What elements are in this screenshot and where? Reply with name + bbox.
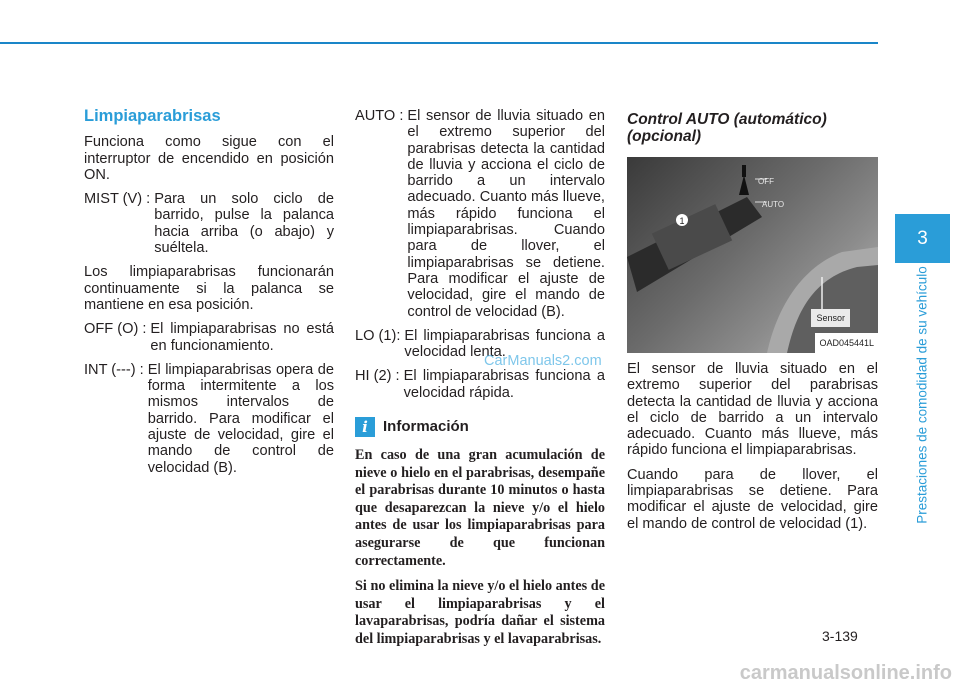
int-item — [84, 362, 334, 476]
dial-marker-number: 1 — [679, 216, 685, 226]
auto-key: AUTO : — [355, 108, 404, 124]
hi-key: HI (2) : — [355, 368, 400, 385]
off-text: El limpiaparabrisas no está en funcionamiento. — [150, 321, 334, 354]
intro-paragraph: Funciona como sigue con el interruptor de encendido en posición ON. — [84, 134, 334, 183]
auto-paragraph-1: El sensor de lluvia situado en el extremo superior del parabrisas detecta la cantidad de lluvia y acciona el ciclo de barrido a un intervalo adecuado. Cuanto más llueve, más rápido funciona el limpiaparabrisas. — [627, 361, 878, 459]
watermark: CarManuals2.com — [484, 353, 602, 369]
int-text: El limpiaparabrisas opera de forma intermitente a los mismos intervalos de barrido. Para modificar el ajuste de velocidad, gire el mando de control de velocidad (B). — [147, 361, 334, 476]
mist-extra: Los limpiaparabrisas funcionarán continuamente si la palanca se mantiene en esa posición. — [84, 264, 334, 313]
wiper-stalk-figure — [627, 157, 878, 353]
column-right — [627, 108, 878, 540]
int-key: INT (---) : — [84, 361, 144, 378]
hi-text: El limpiaparabrisas funciona a velocidad rápida. — [403, 368, 605, 401]
auto-text: El sensor de lluvia situado en el extremo superior del parabrisas detecta la cantidad de lluvia y acciona el ciclo de barrido a un intervalo adecuado. Cuanto más llueve, más rápido funciona el limpiaparabrisas. Cuando para de llover, el limpiaparabrisas se detiene. Para modificar el ajuste de velocidad, gire el mando de control de velocidad (B). — [407, 108, 605, 320]
header-rule — [0, 42, 878, 44]
arrow-down-icon — [739, 175, 749, 195]
page-number: 3-139 — [822, 628, 858, 644]
info-paragraph-1: En caso de una gran acumulación de nieve o hielo en el parabrisas, desempañe el parabrisas durante 10 minutos o hasta que desaparezcan la nieve y/o el hielo antes de usar los limpiaparabrisas para asegurarse de que funcionan correctamente. — [355, 447, 605, 569]
column-left — [84, 108, 334, 484]
figure-code: OAD045441L — [815, 333, 878, 353]
section-heading: Limpiaparabrisas — [84, 107, 221, 125]
info-title: Información — [383, 417, 469, 435]
auto-label: AUTO — [762, 200, 785, 209]
footer-watermark: carmanualsonline.info — [739, 662, 952, 684]
auto-paragraph-2: Cuando para de llover, el limpiaparabrisas se detiene. Para modificar el ajuste de velocidad, gire el mando de control de velocidad (1). — [627, 466, 878, 532]
info-paragraph-2: Si no elimina la nieve y/o el hielo antes de usar el limpiaparabrisas y el lavaparabrisas, podría dañar el sistema del limpiaparabrisas y el lavaparabrisas. — [355, 578, 605, 647]
mist-text: Para un solo ciclo de barrido, pulse la palanca hacia arriba (o abajo) y suéltela. — [154, 191, 334, 257]
lo-text: El limpiaparabrisas funciona a velocidad lenta. — [404, 327, 605, 361]
auto-control-heading: Control AUTO (automático) (opcional) — [627, 111, 827, 145]
arrow-shaft — [742, 165, 746, 177]
off-key: OFF (O) : — [84, 321, 147, 338]
off-label: OFF — [758, 177, 774, 186]
chapter-tab: 3 — [895, 214, 950, 263]
auto-item — [355, 108, 605, 320]
off-item — [84, 321, 334, 354]
column-middle — [355, 108, 605, 657]
hi-item — [355, 368, 605, 401]
lo-key: LO (1): — [355, 327, 401, 344]
sensor-label: Sensor — [811, 309, 850, 327]
chapter-title: Prestaciones de comodidad de su vehículo — [914, 266, 930, 524]
info-icon: i — [355, 417, 375, 437]
mist-item — [84, 191, 334, 256]
mist-key: MIST (V) : — [84, 191, 151, 208]
info-header — [355, 417, 605, 437]
